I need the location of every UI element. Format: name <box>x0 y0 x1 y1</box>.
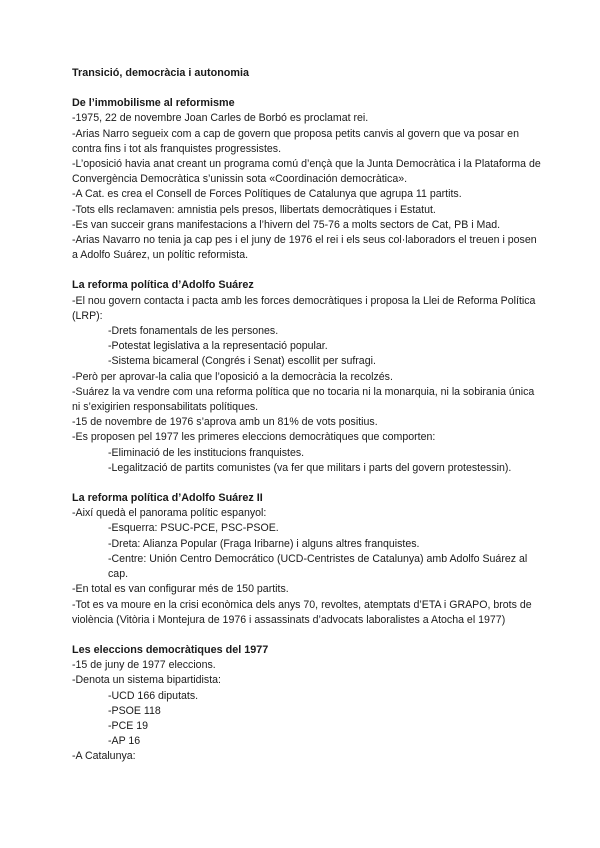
section <box>72 491 542 628</box>
list-item: -Es van succeir grans manifestacions a l’hivern del 75-76 a molts sectors de Cat, PB i Mad. <box>72 218 501 231</box>
section-heading: La reforma política d’Adolfo Suárez <box>72 279 254 292</box>
list-item: -En total es van configurar més de 150 partits. <box>72 583 289 596</box>
sections-container <box>72 96 542 764</box>
section-heading: Les eleccions democràtiques del 1977 <box>72 643 269 656</box>
sub-list-item: -PCE 19 <box>108 719 149 732</box>
sub-list-item: -Legalització de partits comunistes (va fer que militars i parts del govern protestessin). <box>108 461 512 474</box>
section <box>72 96 542 263</box>
sub-list-item: -Centre: Unión Centro Democrático (UCD-Centristes de Catalunya) amb Adolfo Suárez al cap. <box>108 552 528 581</box>
sub-list-item: -Esquerra: PSUC-PCE, PSC-PSOE. <box>108 522 279 535</box>
sub-list-item: -PSOE 118 <box>108 704 161 717</box>
list-item: -Tots ells reclamaven: amnistia pels presos, llibertats democràtiques i Estatut. <box>72 203 436 216</box>
list-item: -Arias Navarro no tenia ja cap pes i el juny de 1976 el rei i els seus col·laboradors el treuen i posen a Adolfo Suárez, un polític reformista. <box>72 234 537 262</box>
section <box>72 278 542 476</box>
sub-list-item: -Sistema bicameral (Congrés i Senat) escollit per sufragi. <box>108 355 376 368</box>
list-item: -Arias Narro segueix com a cap de govern que proposa petits canvis al govern que va posar en contra fins i tot als franquistes progressistes. <box>72 127 519 155</box>
list-item: -15 de juny de 1977 eleccions. <box>72 659 216 672</box>
list-item: -L’oposició havia anat creant un programa comú d’ençà que la Junta Democràtica i la Plataforma de Convergència Democràtica s’unissin sota «Coordinación democràtica». <box>72 158 541 186</box>
list-item: -El nou govern contacta i pacta amb les forces democràtiques i proposa la Llei de Reforma Política (LRP): <box>72 294 536 322</box>
list-item: -Es proposen pel 1977 les primeres eleccions democràtiques que comporten: <box>72 431 436 444</box>
sub-list-item: -Drets fonamentals de les persones. <box>108 325 279 338</box>
list-item: -Així quedà el panorama polític espanyol: <box>72 507 267 520</box>
document-page <box>72 66 542 780</box>
list-item: -15 de novembre de 1976 s’aprova amb un 81% de vots positius. <box>72 416 378 429</box>
list-item: -A Cat. es crea el Consell de Forces Polítiques de Catalunya que agrupa 11 partits. <box>72 188 462 201</box>
sub-list-item: -AP 16 <box>108 735 141 748</box>
section <box>72 643 542 765</box>
sub-list-item: -Potestat legislativa a la representació popular. <box>108 340 328 353</box>
sub-list-item: -Eliminació de les institucions franquistes. <box>108 446 305 459</box>
sub-list-item: -Dreta: Alianza Popular (Fraga Iribarne) i alguns altres franquistes. <box>108 537 420 550</box>
list-item: -Tot es va moure en la crisi econòmica dels anys 70, revoltes, atemptats d’ETA i GRAPO, brots de violència (Vitòria i Montejura de 1976 i assassinats d’advocats laboralistes a Atocha el 1977) <box>72 598 532 626</box>
section-heading: La reforma política d’Adolfo Suárez II <box>72 492 263 505</box>
list-item: -1975, 22 de novembre Joan Carles de Borbó es proclamat rei. <box>72 112 369 125</box>
list-item: -Suárez la va vendre com una reforma política que no tocaria ni la monarquia, ni la sobirania única ni s’exigirien responsabilitats polítiques. <box>72 385 535 414</box>
list-item: -Però per aprovar-la calia que l’oposició a la democràcia la recolzés. <box>72 370 393 383</box>
list-item: -A Catalunya: <box>72 750 136 763</box>
section-heading: De l’immobilisme al reformisme <box>72 97 235 110</box>
sub-list-item: -UCD 166 diputats. <box>108 689 199 702</box>
list-item: -Denota un sistema bipartidista: <box>72 674 221 687</box>
document-title: Transició, democràcia i autonomia <box>72 67 250 79</box>
